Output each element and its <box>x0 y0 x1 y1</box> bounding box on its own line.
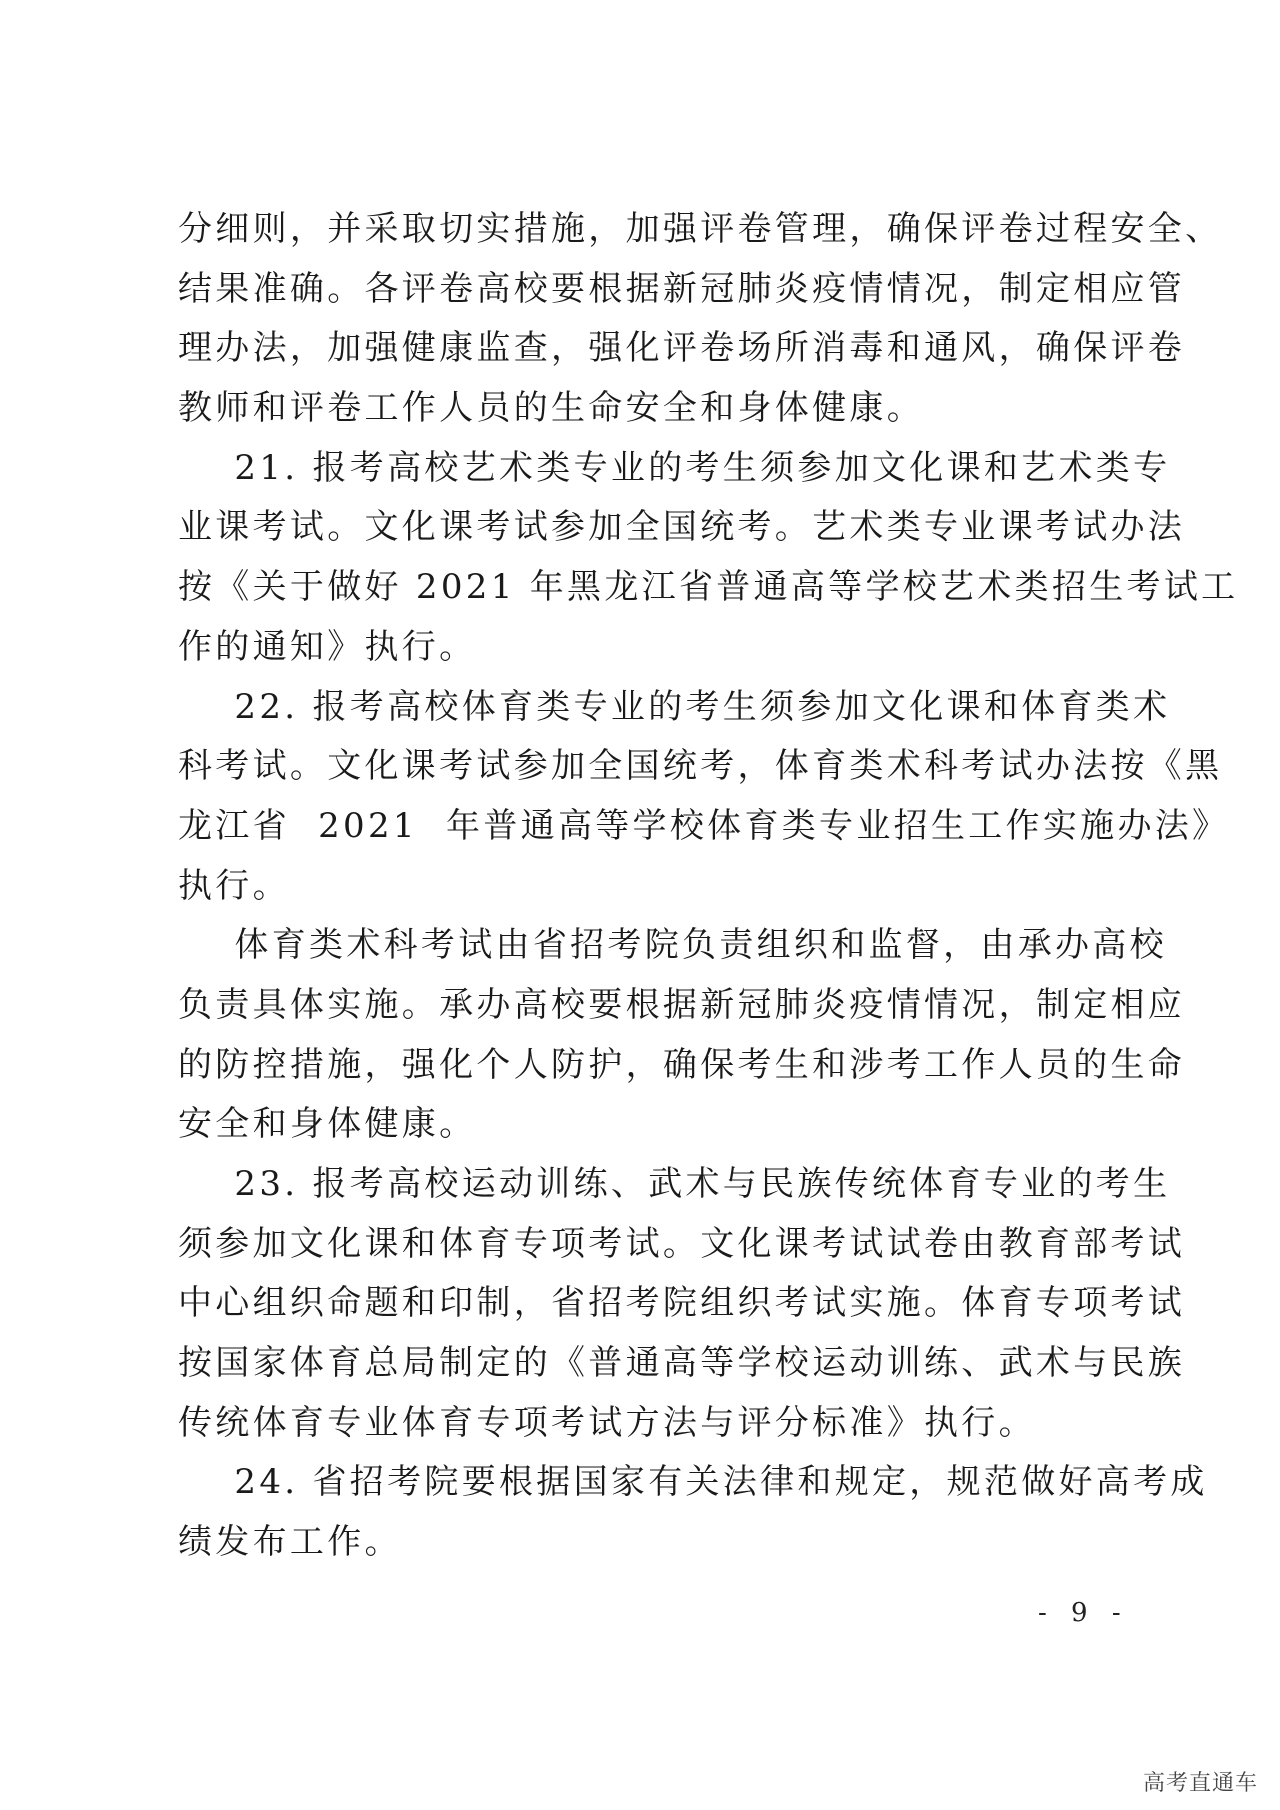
text-line: 龙江省 2021 年普通高等学校体育类专业招生工作实施办法》 <box>178 805 1230 846</box>
text-line: 理办法，加强健康监查，强化评卷场所消毒和通风，确保评卷 <box>178 328 1186 369</box>
text-line: 的防控措施，强化个人防护，确保考生和涉考工作人员的生命 <box>178 1044 1186 1085</box>
text-line: 业课考试。文化课考试参加全国统考。艺术类专业课考试办法 <box>178 507 1186 548</box>
text-line: 中心组织命题和印制，省招考院组织考试实施。体育专项考试 <box>178 1283 1186 1324</box>
text-line: 按国家体育总局制定的《普通高等学校运动训练、武术与民族 <box>178 1343 1186 1384</box>
page-number: - 9 - <box>1038 1598 1129 1628</box>
text-line: 22. 报考高校体育类专业的考生须参加文化课和体育类术 <box>178 686 1171 727</box>
text-line: 执行。 <box>178 865 290 906</box>
watermark: 高考直通车 <box>1142 1771 1258 1796</box>
text-line: 绩发布工作。 <box>178 1522 402 1563</box>
text-line: 24. 省招考院要根据国家有关法律和规定，规范做好高考成 <box>178 1462 1208 1503</box>
text-line: 21. 报考高校艺术类专业的考生须参加文化课和艺术类专 <box>178 447 1171 488</box>
text-line: 教师和评卷工作人员的生命安全和身体健康。 <box>178 388 924 429</box>
text-line: 体育类术科考试由省招考院负责组织和监督，由承办高校 <box>178 925 1167 966</box>
text-line: 分细则，并采取切实措施，加强评卷管理，确保评卷过程安全、 <box>178 209 1223 249</box>
document-body <box>178 200 1239 1573</box>
text-line: 23. 报考高校运动训练、武术与民族传统体育专业的考生 <box>178 1164 1171 1204</box>
text-line: 安全和身体健康。 <box>178 1104 477 1145</box>
text-line: 作的通知》执行。 <box>178 626 477 667</box>
text-line: 传统体育专业体育专项考试方法与评分标准》执行。 <box>178 1402 1036 1443</box>
text-line: 负责具体实施。承办高校要根据新冠肺炎疫情情况，制定相应 <box>178 984 1186 1025</box>
text-line: 科考试。文化课考试参加全国统考，体育类术科考试办法按《黑 <box>178 746 1223 787</box>
text-line: 按《关于做好 2021 年黑龙江省普通高等学校艺术类招生考试工 <box>178 567 1239 608</box>
text-line: 结果准确。各评卷高校要根据新冠肺炎疫情情况，制定相应管 <box>178 268 1186 309</box>
text-line: 须参加文化课和体育专项考试。文化课考试试卷由教育部考试 <box>178 1223 1186 1264</box>
